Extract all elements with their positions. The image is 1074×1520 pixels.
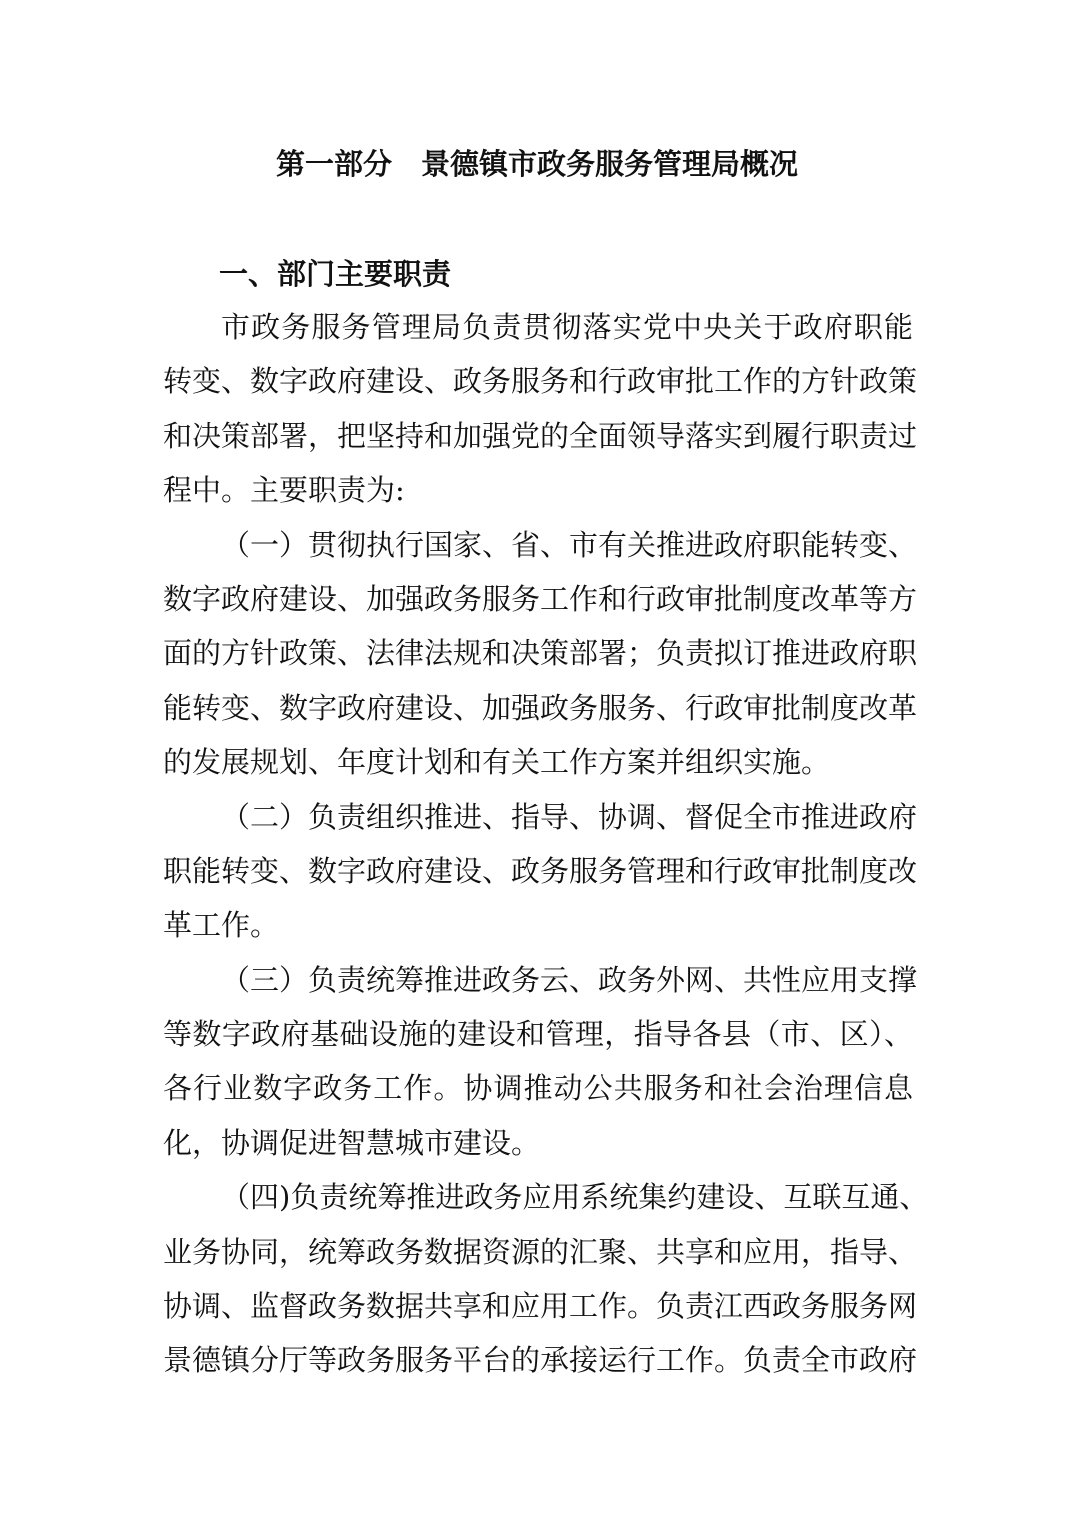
text-line: 业务协同，统筹政务数据资源的汇聚、共享和应用，指导、	[163, 1234, 918, 1269]
text-line: 职能转变、数字政府建设、政务服务管理和行政审批制度改	[163, 853, 918, 888]
text-line: 转变、数字政府建设、政务服务和行政审批工作的方针政策	[163, 364, 918, 399]
text-line: （一）贯彻执行国家、省、市有关推进政府职能转变、	[221, 527, 918, 562]
text-line: 化，协调促进智慧城市建设。	[163, 1125, 541, 1160]
section-heading: 一、部门主要职责	[219, 257, 452, 291]
text-line: 能转变、数字政府建设、加强政务服务、行政审批制度改革	[163, 690, 918, 725]
paragraph	[163, 300, 918, 518]
text-line: 程中。主要职责为:	[163, 473, 405, 508]
text-line: 数字政府建设、加强政务服务工作和行政审批制度改革等方	[163, 581, 918, 616]
text-line: 协调、监督政务数据共享和应用工作。负责江西政务服务网	[163, 1289, 918, 1324]
text-line: 的发展规划、年度计划和有关工作方案并组织实施。	[163, 745, 831, 780]
paragraph	[163, 518, 918, 790]
text-line: 和决策部署，把坚持和加强党的全面领导落实到履行职责过	[163, 418, 918, 453]
paragraph	[163, 953, 918, 1171]
text-line: （四)负责统筹推进政务应用系统集约建设、互联互通、	[221, 1180, 929, 1215]
text-line: （二）负责组织推进、指导、协调、督促全市推进政府	[221, 799, 918, 834]
text-line: 各行业数字政务工作。协调推动公共服务和社会治理信息	[163, 1071, 913, 1106]
text-line: 等数字政府基础设施的建设和管理，指导各县（市、区）、	[163, 1017, 913, 1052]
text-line: 革工作。	[163, 908, 280, 943]
text-line: 景德镇分厅等政务服务平台的承接运行工作。负责全市政府	[163, 1343, 918, 1378]
text-line: 面的方针政策、法律法规和决策部署；负责拟订推进政府职	[163, 636, 918, 671]
page-title: 第一部分 景德镇市政务服务管理局概况	[275, 147, 798, 181]
paragraph	[163, 790, 918, 953]
text-line: （三）负责统筹推进政务云、政务外网、共性应用支撑	[221, 962, 918, 997]
document-body	[163, 300, 929, 1388]
text-line: 市政务服务管理局负责贯彻落实党中央关于政府职能	[221, 310, 913, 344]
paragraph	[163, 1170, 929, 1388]
